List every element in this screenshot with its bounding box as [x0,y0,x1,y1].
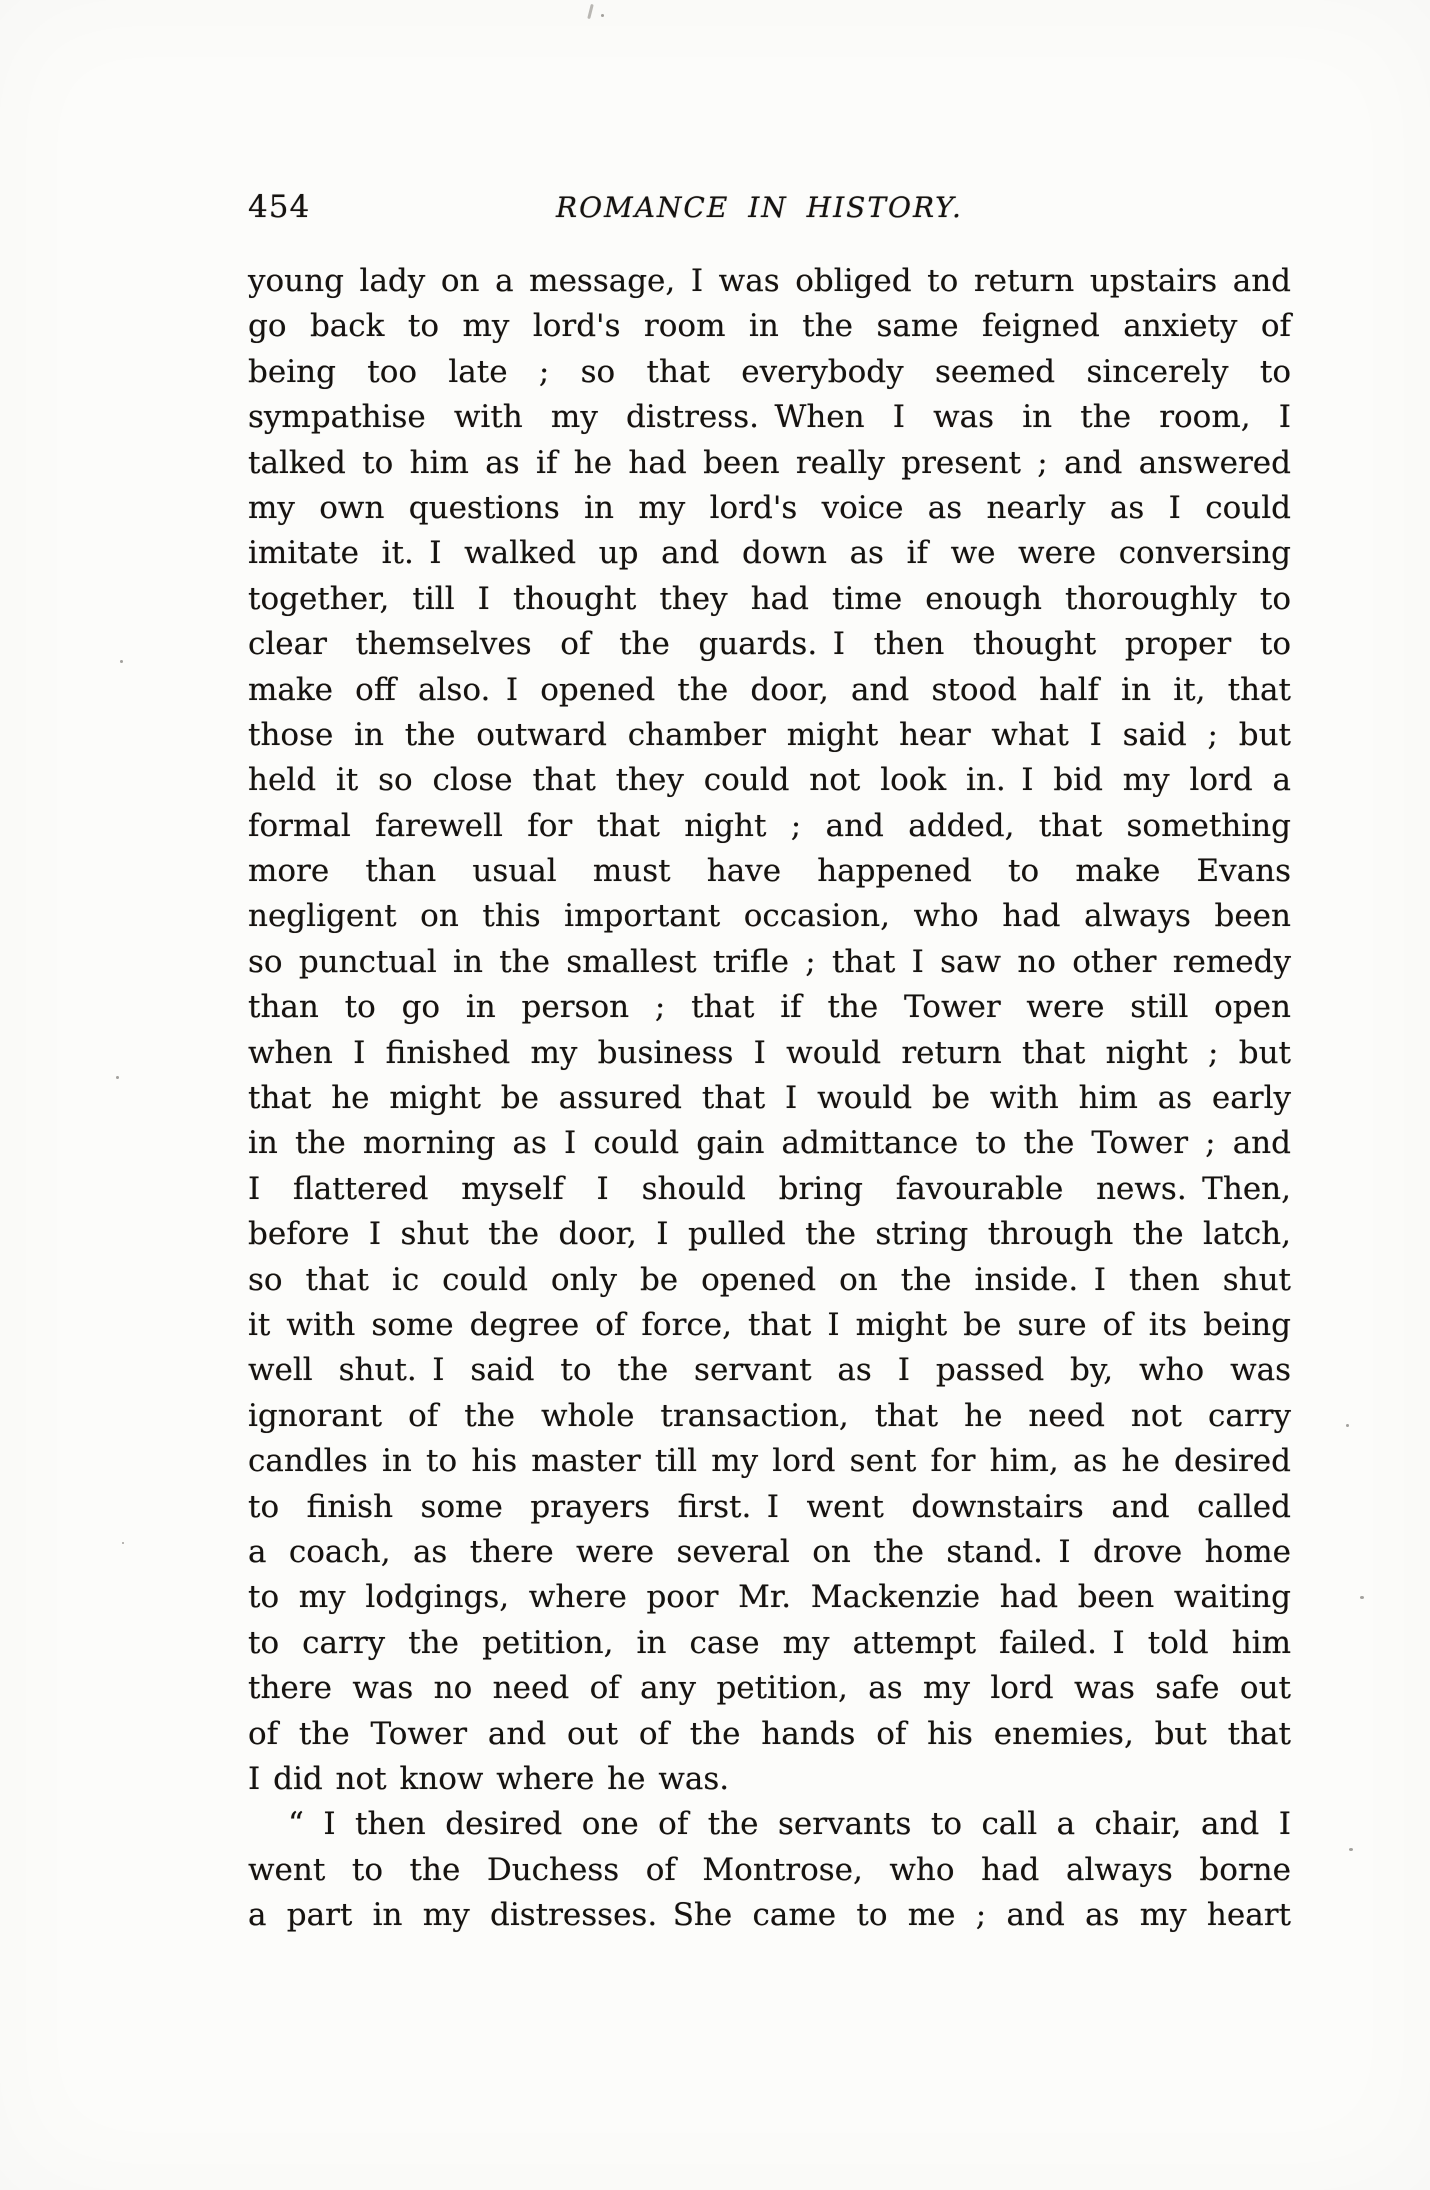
text-line: held it so close that they could not look in. I bid my lord a [248,762,1291,799]
text-line: talked to him as if he had been really present ; and answered [248,444,1291,481]
text-line: there was no need of any petition, as my lord was safe out [248,1670,1291,1707]
text-line: I flattered myself I should bring favourable news. Then, [248,1170,1291,1207]
text-line: before I shut the door, I pulled the string through the latch, [248,1216,1291,1253]
running-header: ROMANCE IN HISTORY. [556,191,963,224]
text-line: more than usual must have happened to make Evans [248,853,1291,890]
text-line: being too late ; so that everybody seemed sincerely to [248,353,1291,390]
text-line: well shut. I said to the servant as I passed by, who was [248,1352,1291,1389]
text-line: imitate it. I walked up and down as if we were conversing [248,535,1291,572]
text-line: sympathise with my distress. When I was in the room, I [248,399,1291,436]
text-line: clear themselves of the guards. I then thought proper to [248,626,1291,663]
text-line: my own questions in my lord's voice as nearly as I could [248,489,1291,526]
text-line: to my lodgings, where poor Mr. Mackenzie had been waiting [248,1579,1291,1616]
text-line: that he might be assured that I would be with him as early [248,1080,1291,1117]
page-number: 454 [248,189,311,225]
text-line: go back to my lord's room in the same feigned anxiety of [248,308,1291,345]
paragraph [248,1802,1291,1938]
scan-speck [601,14,604,17]
text-line: a part in my distresses. She came to me ; and as my heart [248,1897,1291,1934]
scan-speck [122,1542,124,1544]
scan-speck [1360,1596,1364,1599]
text-line: to carry the petition, in case my attempt failed. I told him [248,1624,1291,1661]
text-line: it with some degree of force, that I might be sure of its being [248,1306,1291,1343]
text-line: those in the outward chamber might hear what I said ; but [248,716,1291,753]
text-line: candles in to his master till my lord sent for him, as he desired [248,1443,1291,1480]
scan-speck [116,1076,119,1079]
text-line: ignorant of the whole transaction, that he need not carry [248,1397,1291,1434]
scan-speck [120,660,123,663]
text-line: I did not know where he was. [248,1760,730,1797]
text-line: when I finished my business I would return that night ; but [248,1034,1291,1071]
text-line: to finish some prayers first. I went downstairs and called [248,1488,1291,1525]
text-line: a coach, as there were several on the stand. I drove home [248,1533,1291,1570]
scan-speck [1346,1424,1349,1427]
text-line: than to go in person ; that if the Tower were still open [248,989,1291,1026]
text-line: negligent on this important occasion, who had always been [248,898,1291,935]
text-column [248,259,1291,1938]
text-line: “ I then desired one of the servants to call a chair, and I [288,1806,1291,1843]
text-line: formal farewell for that night ; and added, that something [248,807,1291,844]
text-line: went to the Duchess of Montrose, who had always borne [248,1851,1291,1888]
text-line: together, till I thought they had time enough thoroughly to [248,580,1291,617]
text-line: so that ic could only be opened on the inside. I then shut [248,1261,1291,1298]
text-line: young lady on a message, I was obliged to return upstairs and [248,263,1291,299]
scan-speck [1349,1848,1353,1851]
scan-speck [587,4,594,19]
text-line: in the morning as I could gain admittance to the Tower ; and [248,1125,1291,1162]
text-line: so punctual in the smallest trifle ; that I saw no other remedy [248,943,1291,980]
text-line: of the Tower and out of the hands of his enemies, but that [248,1715,1291,1752]
paragraph [248,259,1291,1802]
text-line: make off also. I opened the door, and stood half in it, that [248,671,1291,708]
